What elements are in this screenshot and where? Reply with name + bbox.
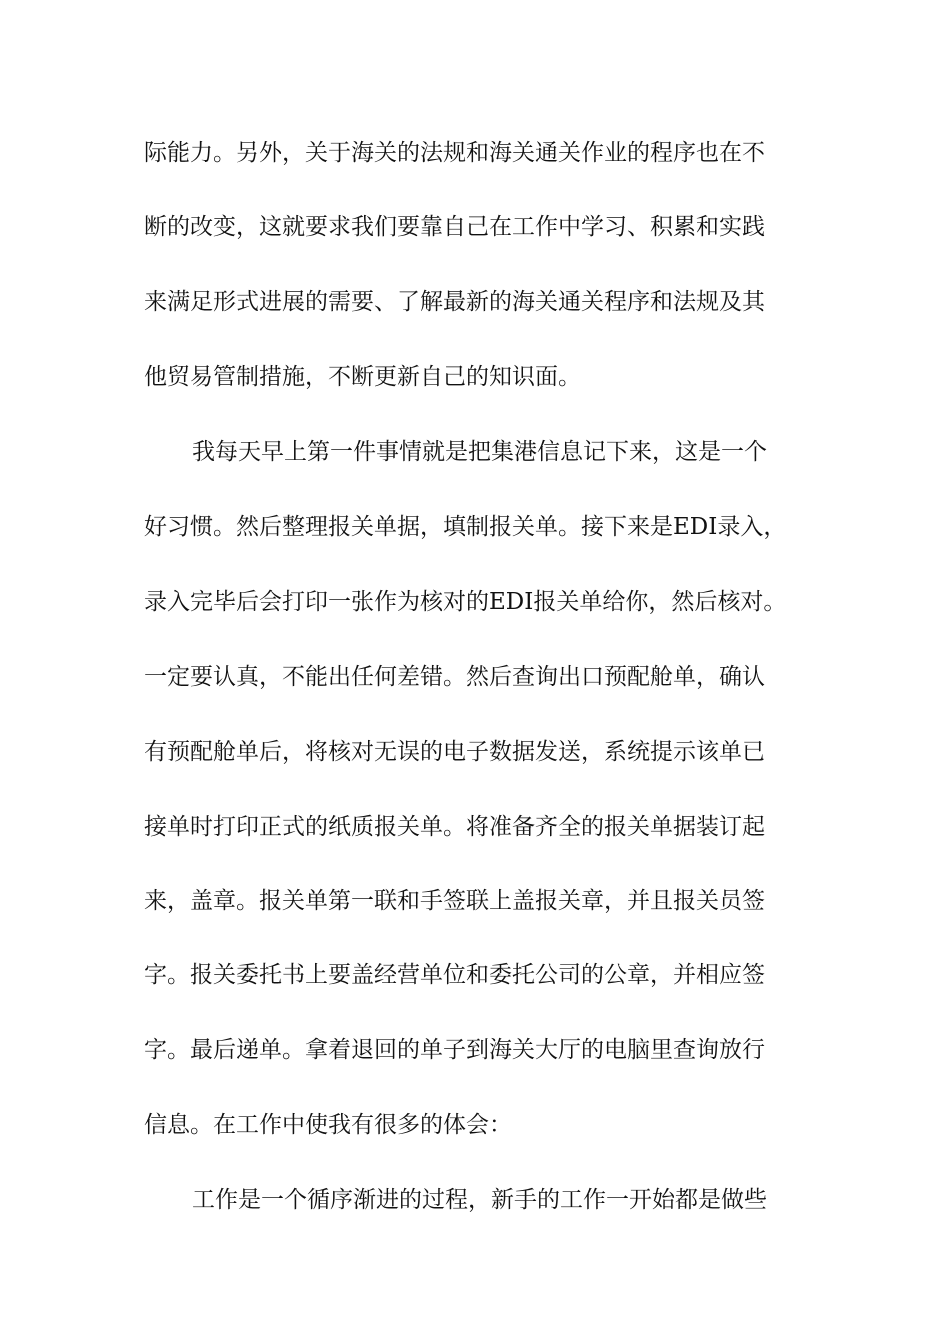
- paragraph-first-line: 我每天早上第一件事情就是把集港信息记下来，这是一个: [192, 439, 767, 465]
- text-line: 字。报关委托书上要盖经营单位和委托公司的公章，并相应签: [144, 962, 765, 988]
- text-line: 好习惯。然后整理报关单据，填制报关单。接下来是EDI录入，: [144, 514, 787, 540]
- text-line: 来满足形式进展的需要、了解最新的海关通关程序和法规及其: [144, 289, 765, 315]
- text-line: 接单时打印正式的纸质报关单。将准备齐全的报关单据装订起: [144, 814, 765, 840]
- text-line: 信息。在工作中使我有很多的体会：: [144, 1112, 512, 1138]
- text-line: 断的改变，这就要求我们要靠自己在工作中学习、积累和实践: [144, 214, 765, 240]
- paragraph-first-line: 工作是一个循序渐进的过程，新手的工作一开始都是做些: [192, 1187, 767, 1213]
- text-line: 录入完毕后会打印一张作为核对的EDI报关单给你，然后核对。: [144, 589, 787, 615]
- text-line: 一定要认真，不能出任何差错。然后查询出口预配舱单，确认: [144, 664, 765, 690]
- text-line: 来，盖章。报关单第一联和手签联上盖报关章，并且报关员签: [144, 888, 765, 914]
- text-line: 字。最后递单。拿着退回的单子到海关大厅的电脑里查询放行: [144, 1037, 765, 1063]
- text-line: 有预配舱单后，将核对无误的电子数据发送，系统提示该单已: [144, 739, 765, 765]
- text-line: 他贸易管制措施，不断更新自己的知识面。: [144, 364, 581, 390]
- text-line: 际能力。另外，关于海关的法规和海关通关作业的程序也在不: [144, 140, 765, 166]
